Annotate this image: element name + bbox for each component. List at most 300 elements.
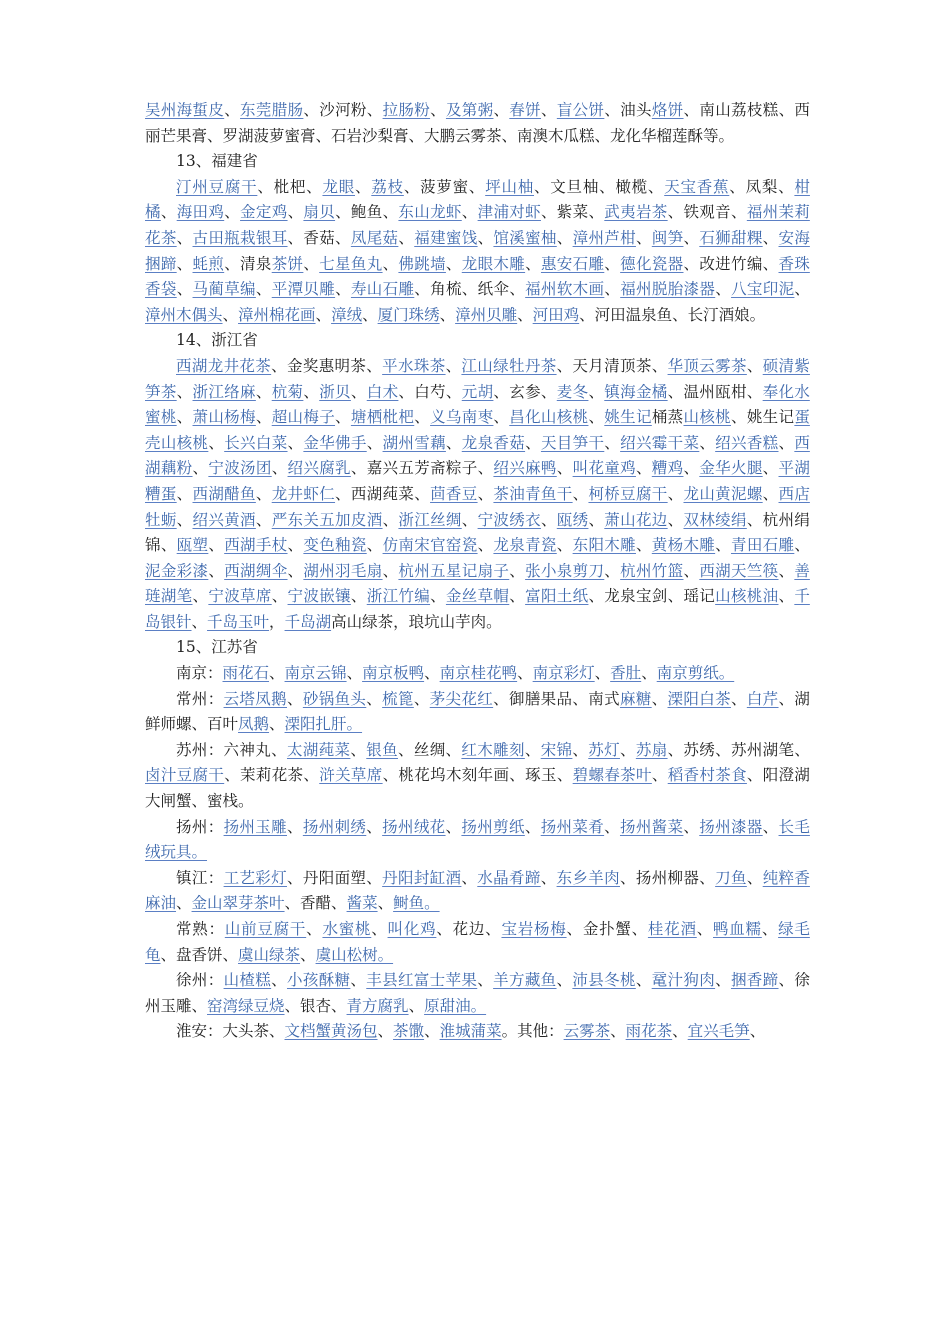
specialty-link[interactable]: 白术 xyxy=(366,382,399,401)
specialty-link[interactable]: 山前豆腐干 xyxy=(224,920,307,938)
specialty-link[interactable]: 羊方藏鱼 xyxy=(493,971,557,990)
specialty-link[interactable]: 义乌南枣 xyxy=(430,408,494,427)
specialty-link[interactable]: 福州软木画 xyxy=(525,280,605,299)
specialty-link[interactable]: 南京板鸭 xyxy=(362,664,425,683)
plain-text: 、 xyxy=(540,101,557,119)
plain-text: 、 xyxy=(303,382,320,401)
plain-text: 、 xyxy=(778,587,795,606)
plain-text: 、 xyxy=(778,561,795,580)
plain-text: 、 xyxy=(255,510,272,529)
plain-text: 、龙泉宝剑、瑶记 xyxy=(588,587,716,606)
specialty-link[interactable]: 张小泉剪刀 xyxy=(525,561,605,580)
specialty-link[interactable]: 小孩酥糖 xyxy=(286,971,351,990)
plain-text: 、 xyxy=(382,254,399,273)
plain-text: 、银杏、 xyxy=(284,996,347,1015)
plain-text: 、 xyxy=(461,868,478,887)
plain-text: 、 xyxy=(667,484,684,503)
specialty-link[interactable]: 金山翠芽茶叶 xyxy=(191,894,285,913)
specialty-link[interactable]: 宜兴毛笋 xyxy=(687,1022,750,1041)
paragraph xyxy=(145,1019,810,1045)
specialty-link[interactable]: 凤尾菇 xyxy=(350,228,399,247)
specialty-link[interactable]: 南京剪纸。 xyxy=(656,664,735,683)
specialty-link[interactable]: 叫化鸡 xyxy=(387,920,437,938)
specialty-link[interactable]: 水晶肴蹄 xyxy=(477,868,541,887)
specialty-link[interactable]: 原甜油。 xyxy=(424,996,487,1015)
specialty-link[interactable]: 南京桂花鸭 xyxy=(439,664,518,683)
plain-text: 、 xyxy=(683,817,700,836)
specialty-link[interactable]: 沛县冬桃 xyxy=(572,971,636,990)
specialty-link[interactable]: 姚生记 xyxy=(604,408,652,427)
specialty-link[interactable]: 佛跳墙 xyxy=(398,254,446,273)
plain-text: 、改进竹编、 xyxy=(683,254,779,273)
specialty-link[interactable]: 纯粹香麻油 xyxy=(145,868,810,913)
specialty-link[interactable]: 扬州菜肴 xyxy=(540,817,605,836)
plain-text: 、 xyxy=(346,664,363,683)
specialty-link[interactable]: 闽笋 xyxy=(651,228,684,247)
plain-text: 、 xyxy=(377,894,394,913)
specialty-link[interactable]: 柯桥豆腐干 xyxy=(588,484,668,503)
specialty-link[interactable]: 绍兴腐乳 xyxy=(287,459,351,478)
specialty-link[interactable]: 南京彩灯 xyxy=(532,664,595,683)
specialty-link[interactable]: 金华佛手 xyxy=(303,433,367,452)
plain-text: 、 xyxy=(604,433,621,452)
specialty-link[interactable]: 马蔺草编 xyxy=(192,280,256,299)
specialty-link[interactable]: 凤鹅 xyxy=(238,715,270,734)
specialty-link[interactable]: 桂花酒 xyxy=(647,920,697,938)
plain-text: 、 xyxy=(749,1022,766,1041)
specialty-link[interactable]: 扬州酱菜 xyxy=(619,817,684,836)
specialty-link[interactable]: 杭州竹篮 xyxy=(620,561,684,580)
specialty-link[interactable]: 镇海金橘 xyxy=(604,382,668,401)
specialty-link[interactable]: 漳州芦柑 xyxy=(572,228,636,247)
plain-text: 、 xyxy=(176,894,192,913)
specialty-link[interactable]: 宁波嵌镶 xyxy=(287,587,351,606)
specialty-link[interactable]: 石狮甜粿 xyxy=(699,228,763,247)
specialty-link[interactable]: 东阳木雕 xyxy=(572,536,636,555)
plain-text: 南京： xyxy=(176,664,223,683)
specialty-link[interactable]: 稻香村茶食 xyxy=(667,766,747,785)
specialty-link[interactable]: 天宝香蕉 xyxy=(664,177,730,196)
specialty-link[interactable]: 绿毛龟 xyxy=(145,920,810,964)
plain-text: 、 xyxy=(683,459,700,478)
specialty-link[interactable]: 七星鱼丸 xyxy=(319,254,383,273)
plain-text: 、 xyxy=(287,433,304,452)
specialty-link[interactable]: 奉化水蜜桃 xyxy=(145,382,810,427)
specialty-link[interactable]: 扬州玉雕 xyxy=(223,817,287,836)
plain-text: 、 xyxy=(366,817,383,836)
specialty-link[interactable]: 蚝煎 xyxy=(192,254,225,273)
plain-text: 、 xyxy=(604,561,621,580)
specialty-link[interactable]: 西湖藕粉 xyxy=(145,433,810,478)
plain-text: 、 xyxy=(761,920,779,938)
specialty-link[interactable]: 及第粥 xyxy=(445,101,494,119)
plain-text: 、温州瓯柑、 xyxy=(667,382,763,401)
specialty-link[interactable]: 鸭血糯 xyxy=(713,920,762,938)
plain-text: 、 xyxy=(477,536,494,555)
plain-text: 、 xyxy=(398,228,415,247)
specialty-link[interactable]: 淮城蒲菜 xyxy=(439,1022,502,1041)
specialty-link[interactable]: 茶馓 xyxy=(393,1022,425,1041)
plain-text: 、金扑蟹、 xyxy=(566,920,648,938)
specialty-link[interactable]: 雨花石 xyxy=(222,664,270,683)
plain-text: 、杭州绢锦、 xyxy=(145,510,810,555)
specialty-link[interactable]: 红木雕刻 xyxy=(461,740,525,759)
specialty-link[interactable]: 香肚 xyxy=(610,664,642,683)
plain-text: 、 xyxy=(300,945,316,964)
plain-text: 、 xyxy=(224,203,241,222)
paragraph xyxy=(145,98,810,149)
specialty-link[interactable]: 砂锅鱼头 xyxy=(302,689,367,708)
plain-text: 、 xyxy=(371,920,388,938)
specialty-link[interactable]: 盲公饼 xyxy=(556,101,605,119)
specialty-link[interactable]: 漳绒 xyxy=(331,305,363,324)
plain-text: 、 xyxy=(517,305,533,324)
plain-text: 、 xyxy=(746,868,763,887)
specialty-link[interactable]: 绍兴黄酒 xyxy=(192,510,256,529)
specialty-link[interactable]: 东莞腊肠 xyxy=(240,101,304,119)
plain-text: 、 xyxy=(208,561,225,580)
specialty-link[interactable]: 严东关五加皮酒 xyxy=(271,510,383,529)
specialty-link[interactable]: 硕清紫笋茶 xyxy=(145,356,810,401)
specialty-link[interactable]: 白芹 xyxy=(746,689,779,708)
plain-text: 、 xyxy=(594,664,611,683)
specialty-link[interactable]: 虞山绿茶 xyxy=(238,945,301,964)
specialty-link[interactable]: 千岛玉叶 xyxy=(207,612,270,631)
plain-text: 、 xyxy=(604,254,621,273)
specialty-link[interactable]: 湖州雪藕 xyxy=(382,433,446,452)
specialty-link[interactable]: 福州脱胎漆器 xyxy=(620,280,716,299)
specialty-link[interactable]: 杭州五星记扇子 xyxy=(398,561,510,580)
specialty-link[interactable]: 宁波绣衣 xyxy=(477,510,541,529)
specialty-link[interactable]: 寿山石雕 xyxy=(350,280,415,299)
specialty-link[interactable]: 银鱼 xyxy=(366,740,398,759)
specialty-link[interactable]: 茶饼 xyxy=(271,254,304,273)
specialty-link[interactable]: 酱菜 xyxy=(346,894,378,913)
specialty-link[interactable]: 华顶云雾茶 xyxy=(667,356,747,375)
plain-text: 桶蒸 xyxy=(651,408,684,427)
plain-text: 、 xyxy=(461,203,478,222)
specialty-link[interactable]: 窑湾绿豆烧 xyxy=(207,996,285,1015)
plain-text: 、 xyxy=(604,817,620,836)
paragraph xyxy=(145,866,810,917)
specialty-link[interactable]: 西湖醋鱼 xyxy=(192,484,256,503)
specialty-link[interactable]: 麦冬 xyxy=(556,382,589,401)
specialty-link[interactable]: 拉肠粉 xyxy=(382,101,431,119)
specialty-link[interactable]: 古田瓶栽银耳 xyxy=(192,228,288,247)
specialty-link[interactable]: 龙山黄泥螺 xyxy=(683,484,763,503)
plain-text: ， xyxy=(269,612,285,631)
plain-text: 、 xyxy=(208,536,225,555)
plain-text: 镇江： xyxy=(176,868,224,887)
plain-text: 、 xyxy=(335,280,351,299)
plain-text: 、花边、 xyxy=(436,920,502,938)
plain-text: 、 xyxy=(408,996,425,1015)
section-heading: 13、福建省 xyxy=(176,152,258,171)
specialty-link[interactable]: 昌化山核桃 xyxy=(509,408,589,427)
specialty-link[interactable]: 浙江丝绸 xyxy=(398,510,462,529)
specialty-link[interactable]: 捆香蹄 xyxy=(730,971,779,990)
specialty-link[interactable]: 河田鸡 xyxy=(532,305,580,324)
specialty-link[interactable]: 烙饼 xyxy=(651,101,684,119)
specialty-link[interactable]: 江山绿牡丹茶 xyxy=(461,356,557,375)
plain-text: 、茉莉花茶、 xyxy=(224,766,320,785)
plain-text: 、香菇、 xyxy=(287,228,351,247)
plain-text: 、 xyxy=(762,459,779,478)
plain-text: 、凤梨、 xyxy=(729,177,795,196)
specialty-link[interactable]: 富阳土纸 xyxy=(525,587,589,606)
specialty-link[interactable]: 绍兴霉干菜 xyxy=(620,433,700,452)
section-heading: 14、浙江省 xyxy=(176,331,258,350)
plain-text: 、玄参、 xyxy=(493,382,557,401)
specialty-link[interactable]: 平水珠茶 xyxy=(382,356,446,375)
plain-text: 、 xyxy=(271,587,288,606)
specialty-link[interactable]: 青方腐乳 xyxy=(346,996,409,1015)
plain-text: 、 xyxy=(382,510,399,529)
specialty-link[interactable]: 宁波草席 xyxy=(208,587,272,606)
section-heading: 15、江苏省 xyxy=(176,638,258,657)
specialty-link[interactable]: 湖州羽毛扇 xyxy=(303,561,383,580)
specialty-link[interactable]: 浒关草席 xyxy=(319,766,383,785)
plain-text: 、 xyxy=(524,740,541,759)
specialty-link[interactable]: 卤汁豆腐干 xyxy=(145,766,225,785)
specialty-link[interactable]: 长毛绒玩具。 xyxy=(145,817,810,862)
plain-text: 、 xyxy=(222,305,239,324)
specialty-link[interactable]: 龙眼 xyxy=(322,177,355,196)
specialty-link[interactable]: 武夷岩茶 xyxy=(604,203,668,222)
specialty-link[interactable]: 扬州刺绣 xyxy=(302,817,367,836)
specialty-link[interactable]: 茶油青鱼干 xyxy=(493,484,573,503)
specialty-link[interactable]: 工艺彩灯 xyxy=(223,868,287,887)
specialty-link[interactable]: 云塔凤鹅 xyxy=(223,689,287,708)
plain-text: 、 xyxy=(286,817,303,836)
plain-text: 、 xyxy=(192,459,209,478)
plain-text: 、天月清顶茶、 xyxy=(556,356,668,375)
specialty-link[interactable]: 苏灯 xyxy=(588,740,620,759)
plain-text: 、 xyxy=(556,459,573,478)
specialty-link[interactable]: 荔枝 xyxy=(371,177,404,196)
specialty-link[interactable]: 汀州豆腐干 xyxy=(176,177,258,196)
specialty-link[interactable]: 绍兴香糕 xyxy=(715,433,779,452)
plain-text: 、 xyxy=(525,254,541,273)
specialty-link[interactable]: 鲥鱼。 xyxy=(393,894,440,913)
specialty-link[interactable]: 泥金彩漆 xyxy=(145,561,209,580)
specialty-link[interactable]: 平潭贝雕 xyxy=(271,280,336,299)
specialty-link[interactable]: 西湖手杖 xyxy=(224,536,288,555)
specialty-link[interactable]: 瓯塑 xyxy=(176,536,209,555)
specialty-link[interactable]: 梳篦 xyxy=(382,689,414,708)
specialty-link[interactable]: 黄杨木雕 xyxy=(651,536,716,555)
plain-text: 、南山荔枝糕、西丽芒果膏、罗湖菠萝蜜膏、石岩沙梨膏、大鹏云雾茶、南澳木瓜糕、龙化华榴莲酥等。 xyxy=(145,101,810,145)
specialty-link[interactable]: 金丝草帽 xyxy=(445,587,510,606)
plain-text: 、 xyxy=(619,740,636,759)
plain-text: 、 xyxy=(424,664,440,683)
specialty-link[interactable]: 蛋壳山核桃 xyxy=(145,408,810,452)
specialty-link[interactable]: 宝岩杨梅 xyxy=(501,920,567,938)
specialty-link[interactable]: 海田鸡 xyxy=(176,203,225,222)
plain-text: 、 xyxy=(667,510,684,529)
specialty-link[interactable]: 虞山松树。 xyxy=(315,945,394,964)
specialty-link[interactable]: 津浦对虾 xyxy=(477,203,541,222)
specialty-link[interactable]: 文档蟹黄汤包 xyxy=(284,1022,378,1041)
plain-text: 、 xyxy=(794,280,810,299)
specialty-link[interactable]: 扬州剪纸 xyxy=(461,817,525,836)
plain-text: 、 xyxy=(540,868,557,887)
specialty-link[interactable]: 长兴白菜 xyxy=(224,433,288,452)
plain-text: 、 xyxy=(696,920,713,938)
specialty-link[interactable]: 雨花茶 xyxy=(625,1022,673,1041)
plain-text: 、 xyxy=(350,971,367,990)
plain-text: 、 xyxy=(730,689,747,708)
plain-text: 苏州：六神丸、 xyxy=(176,740,287,759)
specialty-link[interactable]: 扬州漆器 xyxy=(699,817,763,836)
plain-text: 、 xyxy=(208,433,225,452)
specialty-link[interactable]: 善琏湖笔 xyxy=(145,561,810,606)
specialty-link[interactable]: 漳州棉花画 xyxy=(238,305,316,324)
specialty-link[interactable]: 溧阳白茶 xyxy=(667,689,731,708)
paragraph xyxy=(145,738,810,815)
specialty-link[interactable]: 山核桃 xyxy=(683,408,731,427)
specialty-link[interactable]: 丹阳封缸酒 xyxy=(382,868,462,887)
specialty-link[interactable]: 溧阳扎肝。 xyxy=(284,715,363,734)
specialty-link[interactable]: 扇贝 xyxy=(303,203,336,222)
specialty-link[interactable]: 德化瓷器 xyxy=(620,254,684,273)
specialty-link[interactable]: 东山龙虾 xyxy=(398,203,462,222)
plain-text: 、 xyxy=(683,228,700,247)
specialty-link[interactable]: 八宝印泥 xyxy=(731,280,795,299)
specialty-link[interactable]: 叫花童鸡 xyxy=(572,459,636,478)
specialty-link[interactable]: 天目笋干 xyxy=(540,433,605,452)
specialty-link[interactable]: 龙泉香菇 xyxy=(461,433,526,452)
specialty-link[interactable]: 杭菊 xyxy=(271,382,304,401)
specialty-link[interactable]: 漳州木偶头 xyxy=(145,305,223,324)
specialty-link[interactable]: 瓯绣 xyxy=(556,510,589,529)
specialty-link[interactable]: 西湖龙井花茶 xyxy=(176,356,272,375)
plain-text: 、 xyxy=(651,766,668,785)
specialty-link[interactable]: 双林绫绢 xyxy=(683,510,747,529)
specialty-link[interactable]: 西店牡蛎 xyxy=(145,484,810,529)
specialty-link[interactable]: 萧山花边 xyxy=(604,510,668,529)
plain-text: 、 xyxy=(350,382,367,401)
specialty-link[interactable]: 南京云锦 xyxy=(284,664,347,683)
plain-text: 、 xyxy=(413,689,430,708)
specialty-link[interactable]: 苏扇 xyxy=(635,740,668,759)
plain-text: 、 xyxy=(366,689,383,708)
specialty-link[interactable]: 香珠香袋 xyxy=(145,254,810,299)
specialty-link[interactable]: 扬州绒花 xyxy=(382,817,446,836)
plain-text: 、 xyxy=(588,510,605,529)
specialty-link[interactable]: 吴州海蜇皮 xyxy=(145,101,225,119)
plain-text: 、阳澄湖大闸蟹、蜜栈。 xyxy=(145,766,810,811)
specialty-link[interactable]: 仿南宋官窑瓷 xyxy=(382,536,478,555)
specialty-link[interactable]: 金华火腿 xyxy=(699,459,763,478)
plain-text: 、 xyxy=(176,382,193,401)
plain-text: 、 xyxy=(377,1022,394,1041)
specialty-link[interactable]: 柑橘 xyxy=(145,177,810,222)
plain-text: 、 xyxy=(424,1022,440,1041)
plain-text: 、 xyxy=(461,510,478,529)
specialty-link[interactable]: 厦门珠绣 xyxy=(377,305,440,324)
specialty-link[interactable]: 西湖天竺筷 xyxy=(699,561,779,580)
specialty-link[interactable]: 水蜜桃 xyxy=(322,920,372,938)
specialty-link[interactable]: 平湖糟蛋 xyxy=(145,459,810,503)
specialty-link[interactable]: 山楂糕 xyxy=(223,971,272,990)
specialty-link[interactable]: 龙眼木雕 xyxy=(461,254,526,273)
specialty-link[interactable]: 东乡羊肉 xyxy=(556,868,620,887)
plain-text: 、紫菜、 xyxy=(540,203,605,222)
specialty-link[interactable]: 宁波汤团 xyxy=(208,459,272,478)
plain-text: 、 xyxy=(271,971,287,990)
specialty-link[interactable]: 萧山杨梅 xyxy=(192,408,256,427)
specialty-link[interactable]: 安海捆蹄 xyxy=(145,228,810,273)
specialty-link[interactable]: 山核桃油 xyxy=(715,587,779,606)
specialty-link[interactable]: 千岛湖 xyxy=(284,612,332,631)
specialty-link[interactable]: 馆溪蜜柚 xyxy=(493,228,557,247)
plain-text: 、 xyxy=(176,510,193,529)
specialty-link[interactable]: 超山梅子 xyxy=(271,408,336,427)
specialty-link[interactable]: 西湖绸伞 xyxy=(224,561,288,580)
plain-text: 、 xyxy=(445,254,462,273)
specialty-link[interactable]: 坪山柚 xyxy=(485,177,535,196)
specialty-link[interactable]: 金定鸡 xyxy=(240,203,288,222)
specialty-link[interactable]: 鼋汁狗肉 xyxy=(651,971,716,990)
specialty-link[interactable]: 碧螺春茶叶 xyxy=(572,766,652,785)
specialty-link[interactable]: 福州茉莉花茶 xyxy=(145,203,810,247)
plain-text: 、铁观音、 xyxy=(667,203,747,222)
plain-text: 、 xyxy=(651,689,668,708)
specialty-link[interactable]: 塘栖枇杷 xyxy=(350,408,415,427)
plain-text: 、 xyxy=(335,408,351,427)
specialty-link[interactable]: 云雾茶 xyxy=(563,1022,611,1041)
specialty-link[interactable]: 福建蜜饯 xyxy=(414,228,478,247)
specialty-link[interactable]: 变色釉瓷 xyxy=(303,536,367,555)
plain-text: 、 xyxy=(493,101,510,119)
specialty-link[interactable]: 龙泉青瓷 xyxy=(493,536,557,555)
specialty-link[interactable]: 惠安石雕 xyxy=(540,254,605,273)
plain-text: 淮安：大头茶、 xyxy=(176,1022,285,1041)
plain-text: 、御膳果品、南式 xyxy=(493,689,620,708)
specialty-link[interactable]: 宋锦 xyxy=(540,740,573,759)
specialty-link[interactable]: 浙贝 xyxy=(319,382,351,401)
specialty-link[interactable]: 丰县红富士苹果 xyxy=(366,971,478,990)
specialty-link[interactable]: 浙江竹编 xyxy=(366,587,431,606)
plain-text: 、 xyxy=(715,971,731,990)
specialty-link[interactable]: 刀鱼 xyxy=(715,868,747,887)
plain-text: 、 xyxy=(778,433,795,452)
specialty-link[interactable]: 千岛银针 xyxy=(145,587,810,631)
specialty-link[interactable]: 麻糖 xyxy=(619,689,652,708)
plain-text: 、苏绣、苏州湖笔、 xyxy=(667,740,810,759)
specialty-link[interactable]: 茅尖花红 xyxy=(429,689,494,708)
specialty-link[interactable]: 糟鸡 xyxy=(651,459,684,478)
plain-text: 、 xyxy=(303,254,320,273)
specialty-link[interactable]: 茴香豆 xyxy=(430,484,478,503)
specialty-link[interactable]: 绍兴麻鸭 xyxy=(493,459,557,478)
specialty-link[interactable]: 元胡 xyxy=(461,382,494,401)
specialty-link[interactable]: 太湖莼菜 xyxy=(286,740,351,759)
specialty-link[interactable]: 漳州贝雕 xyxy=(455,305,518,324)
plain-text: 、 xyxy=(641,664,657,683)
plain-text: 、 xyxy=(269,715,285,734)
paragraph xyxy=(145,661,810,687)
specialty-link[interactable]: 龙井虾仁 xyxy=(271,484,336,503)
specialty-link[interactable]: 春饼 xyxy=(509,101,541,119)
plain-text: 、 xyxy=(366,433,383,452)
plain-text: 、 xyxy=(556,971,573,990)
specialty-link[interactable]: 浙江络麻 xyxy=(192,382,256,401)
plain-text: 、角梳、纸伞、 xyxy=(414,280,526,299)
plain-text: 、鲍鱼、 xyxy=(335,203,399,222)
specialty-link[interactable]: 青田石雕 xyxy=(730,536,795,555)
